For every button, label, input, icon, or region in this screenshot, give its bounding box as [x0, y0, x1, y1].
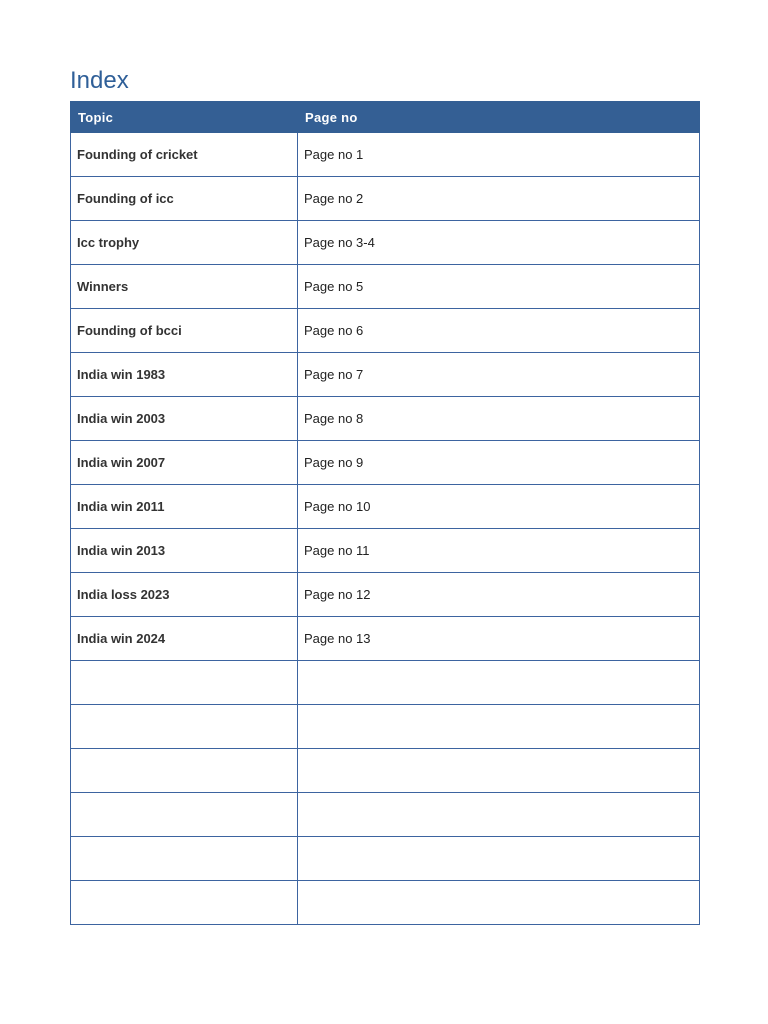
topic-cell: Founding of cricket: [71, 133, 298, 177]
index-table: [70, 101, 700, 925]
table-row: [71, 749, 700, 793]
table-row: [71, 793, 700, 837]
page-cell: [298, 881, 700, 925]
topic-cell: India win 2003: [71, 397, 298, 441]
table-header-row: [71, 102, 700, 133]
table-row: [71, 441, 700, 485]
topic-cell: [71, 705, 298, 749]
table-row: [71, 485, 700, 529]
topic-column-header: Topic: [71, 102, 298, 133]
page-cell: Page no 12: [298, 573, 700, 617]
page-cell: Page no 5: [298, 265, 700, 309]
page-cell: Page no 1: [298, 133, 700, 177]
page-cell: Page no 11: [298, 529, 700, 573]
topic-cell: India win 2024: [71, 617, 298, 661]
topic-cell: India win 2013: [71, 529, 298, 573]
topic-cell: India win 2007: [71, 441, 298, 485]
page-title: Index: [70, 67, 129, 94]
topic-cell: [71, 749, 298, 793]
page-cell: Page no 6: [298, 309, 700, 353]
table-row: [71, 177, 700, 221]
topic-cell: India win 1983: [71, 353, 298, 397]
page-cell: [298, 837, 700, 881]
page-cell: [298, 661, 700, 705]
topic-cell: India loss 2023: [71, 573, 298, 617]
topic-cell: [71, 881, 298, 925]
table-row: [71, 881, 700, 925]
table-row: [71, 221, 700, 265]
table-row: [71, 397, 700, 441]
page-cell: Page no 10: [298, 485, 700, 529]
table-row: [71, 265, 700, 309]
page-cell: Page no 7: [298, 353, 700, 397]
page-cell: Page no 13: [298, 617, 700, 661]
table-row: [71, 133, 700, 177]
topic-cell: Founding of bcci: [71, 309, 298, 353]
page-cell: [298, 749, 700, 793]
topic-cell: Founding of icc: [71, 177, 298, 221]
table-body: [71, 133, 700, 925]
topic-cell: Winners: [71, 265, 298, 309]
page-cell: Page no 8: [298, 397, 700, 441]
table-row: [71, 661, 700, 705]
page-column-header: Page no: [298, 102, 700, 133]
page-cell: [298, 705, 700, 749]
page-cell: Page no 3-4: [298, 221, 700, 265]
table-row: [71, 617, 700, 661]
topic-cell: [71, 793, 298, 837]
page-cell: Page no 2: [298, 177, 700, 221]
table-row: [71, 309, 700, 353]
table-row: [71, 705, 700, 749]
page-cell: Page no 9: [298, 441, 700, 485]
table-row: [71, 353, 700, 397]
topic-cell: India win 2011: [71, 485, 298, 529]
topic-cell: [71, 837, 298, 881]
topic-cell: [71, 661, 298, 705]
table-row: [71, 529, 700, 573]
table-row: [71, 573, 700, 617]
table-row: [71, 837, 700, 881]
page-cell: [298, 793, 700, 837]
topic-cell: Icc trophy: [71, 221, 298, 265]
